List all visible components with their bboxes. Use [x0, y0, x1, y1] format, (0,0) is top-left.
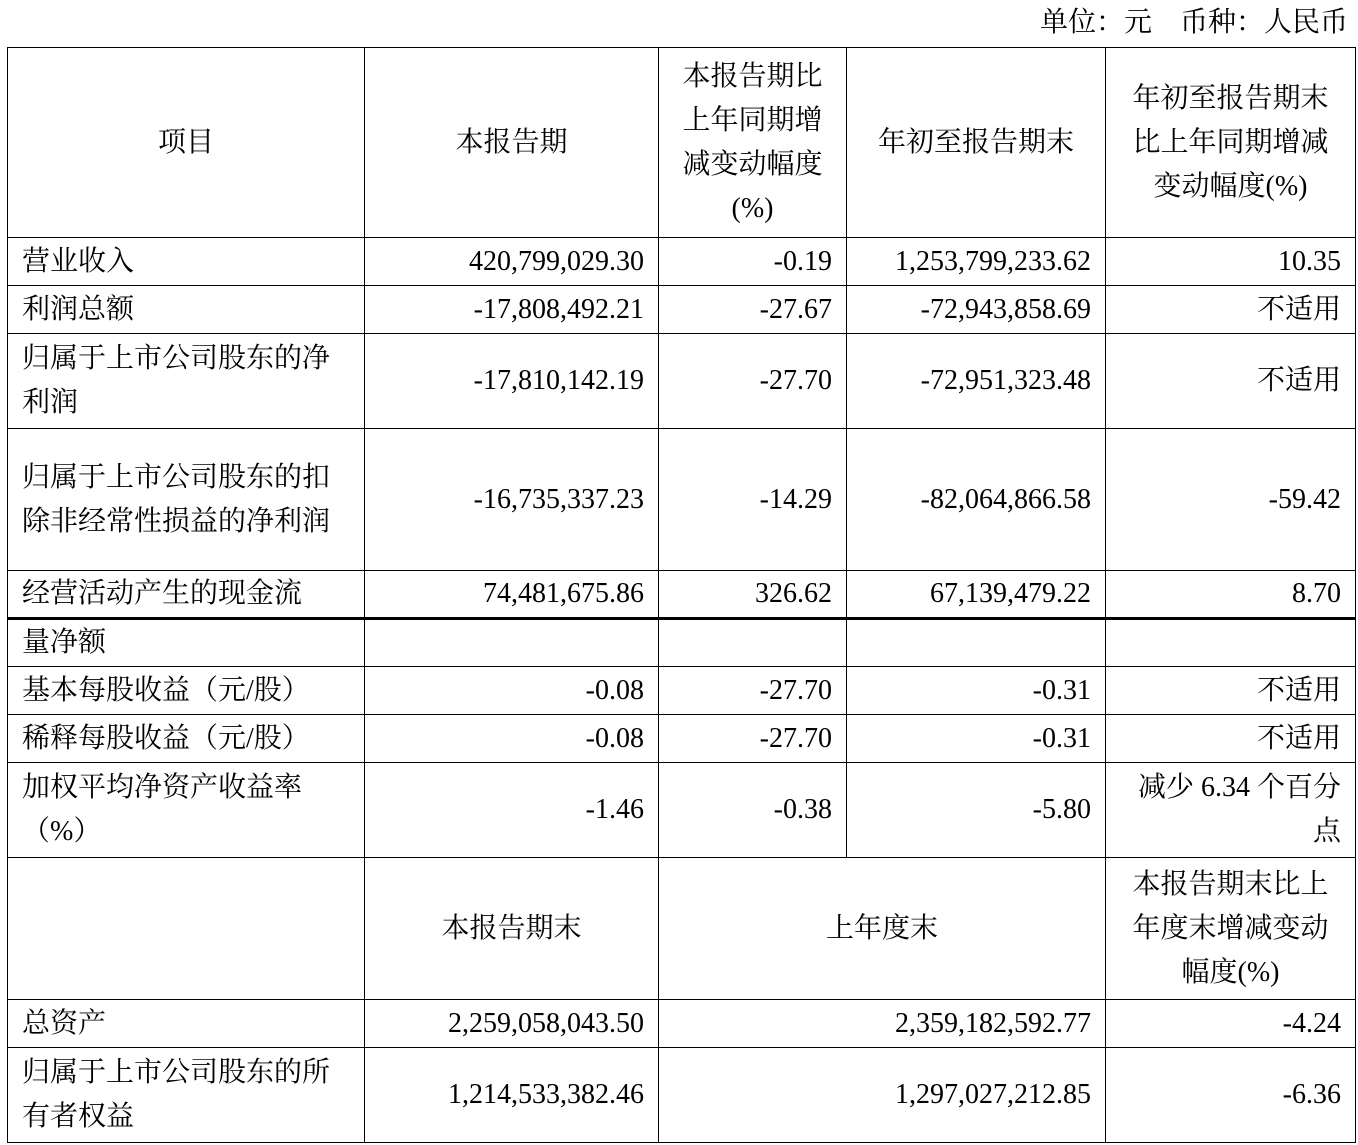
- row-period-end: 1,214,533,382.46: [365, 1048, 659, 1143]
- row-current-change: 326.62: [659, 571, 847, 619]
- row-item: 归属于上市公司股东的扣除非经常性损益的净利润: [8, 429, 365, 571]
- table-row: [8, 619, 1356, 667]
- row-period-end: 2,259,058,043.50: [365, 1000, 659, 1048]
- header2-item: [8, 858, 365, 1000]
- header2-prior-year-end: 上年度末: [659, 858, 1106, 1000]
- row-item: 经营活动产生的现金流: [8, 571, 365, 619]
- table-row: [8, 334, 1356, 429]
- row-item: 基本每股收益（元/股）: [8, 667, 365, 715]
- row-ytd: 1,253,799,233.62: [847, 238, 1106, 286]
- row-item: 归属于上市公司股东的所有者权益: [8, 1048, 365, 1143]
- table-row: [8, 238, 1356, 286]
- row-ytd: -0.31: [847, 715, 1106, 763]
- row-current-change: [659, 619, 847, 667]
- row-ytd: -82,064,866.58: [847, 429, 1106, 571]
- row-item: 营业收入: [8, 238, 365, 286]
- row-current-change: -14.29: [659, 429, 847, 571]
- row-current-change: -27.70: [659, 715, 847, 763]
- row-ytd: -72,943,858.69: [847, 286, 1106, 334]
- row-ytd: 67,139,479.22: [847, 571, 1106, 619]
- table-row: [8, 667, 1356, 715]
- header2-change: 本报告期末比上年度末增减变动幅度(%): [1106, 858, 1356, 1000]
- financial-data-table: [7, 47, 1356, 1143]
- row-change: -6.36: [1106, 1048, 1356, 1143]
- row-ytd-change: 减少 6.34 个百分点: [1106, 763, 1356, 858]
- header-current-change: 本报告期比上年同期增减变动幅度(%): [659, 48, 847, 238]
- row-current-change: -27.67: [659, 286, 847, 334]
- row-ytd: -72,951,323.48: [847, 334, 1106, 429]
- table-header-row: [8, 48, 1356, 238]
- row-item: 加权平均净资产收益率（%）: [8, 763, 365, 858]
- row-ytd-change: 不适用: [1106, 715, 1356, 763]
- row-item: 量净额: [8, 619, 365, 667]
- row-prior-year-end: 1,297,027,212.85: [659, 1048, 1106, 1143]
- row-current: -16,735,337.23: [365, 429, 659, 571]
- table-row: [8, 286, 1356, 334]
- table-row: [8, 1048, 1356, 1143]
- row-current-change: -27.70: [659, 334, 847, 429]
- row-ytd-change: 不适用: [1106, 286, 1356, 334]
- row-item: 利润总额: [8, 286, 365, 334]
- header-current-period: 本报告期: [365, 48, 659, 238]
- row-current: [365, 619, 659, 667]
- header-item: 项目: [8, 48, 365, 238]
- row-prior-year-end: 2,359,182,592.77: [659, 1000, 1106, 1048]
- table-row: [8, 571, 1356, 619]
- row-current: -17,810,142.19: [365, 334, 659, 429]
- row-ytd-change: 10.35: [1106, 238, 1356, 286]
- table-row: [8, 429, 1356, 571]
- row-item: 归属于上市公司股东的净利润: [8, 334, 365, 429]
- header2-period-end: 本报告期末: [365, 858, 659, 1000]
- row-change: -4.24: [1106, 1000, 1356, 1048]
- row-current: 74,481,675.86: [365, 571, 659, 619]
- row-current-change: -0.38: [659, 763, 847, 858]
- row-item: 稀释每股收益（元/股）: [8, 715, 365, 763]
- header-ytd: 年初至报告期末: [847, 48, 1106, 238]
- table-row: [8, 1000, 1356, 1048]
- row-current: -0.08: [365, 667, 659, 715]
- row-current: -1.46: [365, 763, 659, 858]
- row-ytd: [847, 619, 1106, 667]
- row-current: -0.08: [365, 715, 659, 763]
- row-ytd: -0.31: [847, 667, 1106, 715]
- row-ytd: -5.80: [847, 763, 1106, 858]
- row-current: 420,799,029.30: [365, 238, 659, 286]
- table-row: [8, 763, 1356, 858]
- row-current: -17,808,492.21: [365, 286, 659, 334]
- row-ytd-change: [1106, 619, 1356, 667]
- row-ytd-change: -59.42: [1106, 429, 1356, 571]
- table-header-row-2: [8, 858, 1356, 1000]
- table-row: [8, 715, 1356, 763]
- row-ytd-change: 不适用: [1106, 667, 1356, 715]
- row-ytd-change: 不适用: [1106, 334, 1356, 429]
- header-ytd-change: 年初至报告期末比上年同期增减变动幅度(%): [1106, 48, 1356, 238]
- row-item: 总资产: [8, 1000, 365, 1048]
- unit-currency-label: 单位：元 币种：人民币: [1039, 7, 1348, 38]
- row-current-change: -27.70: [659, 667, 847, 715]
- row-current-change: -0.19: [659, 238, 847, 286]
- row-ytd-change: 8.70: [1106, 571, 1356, 619]
